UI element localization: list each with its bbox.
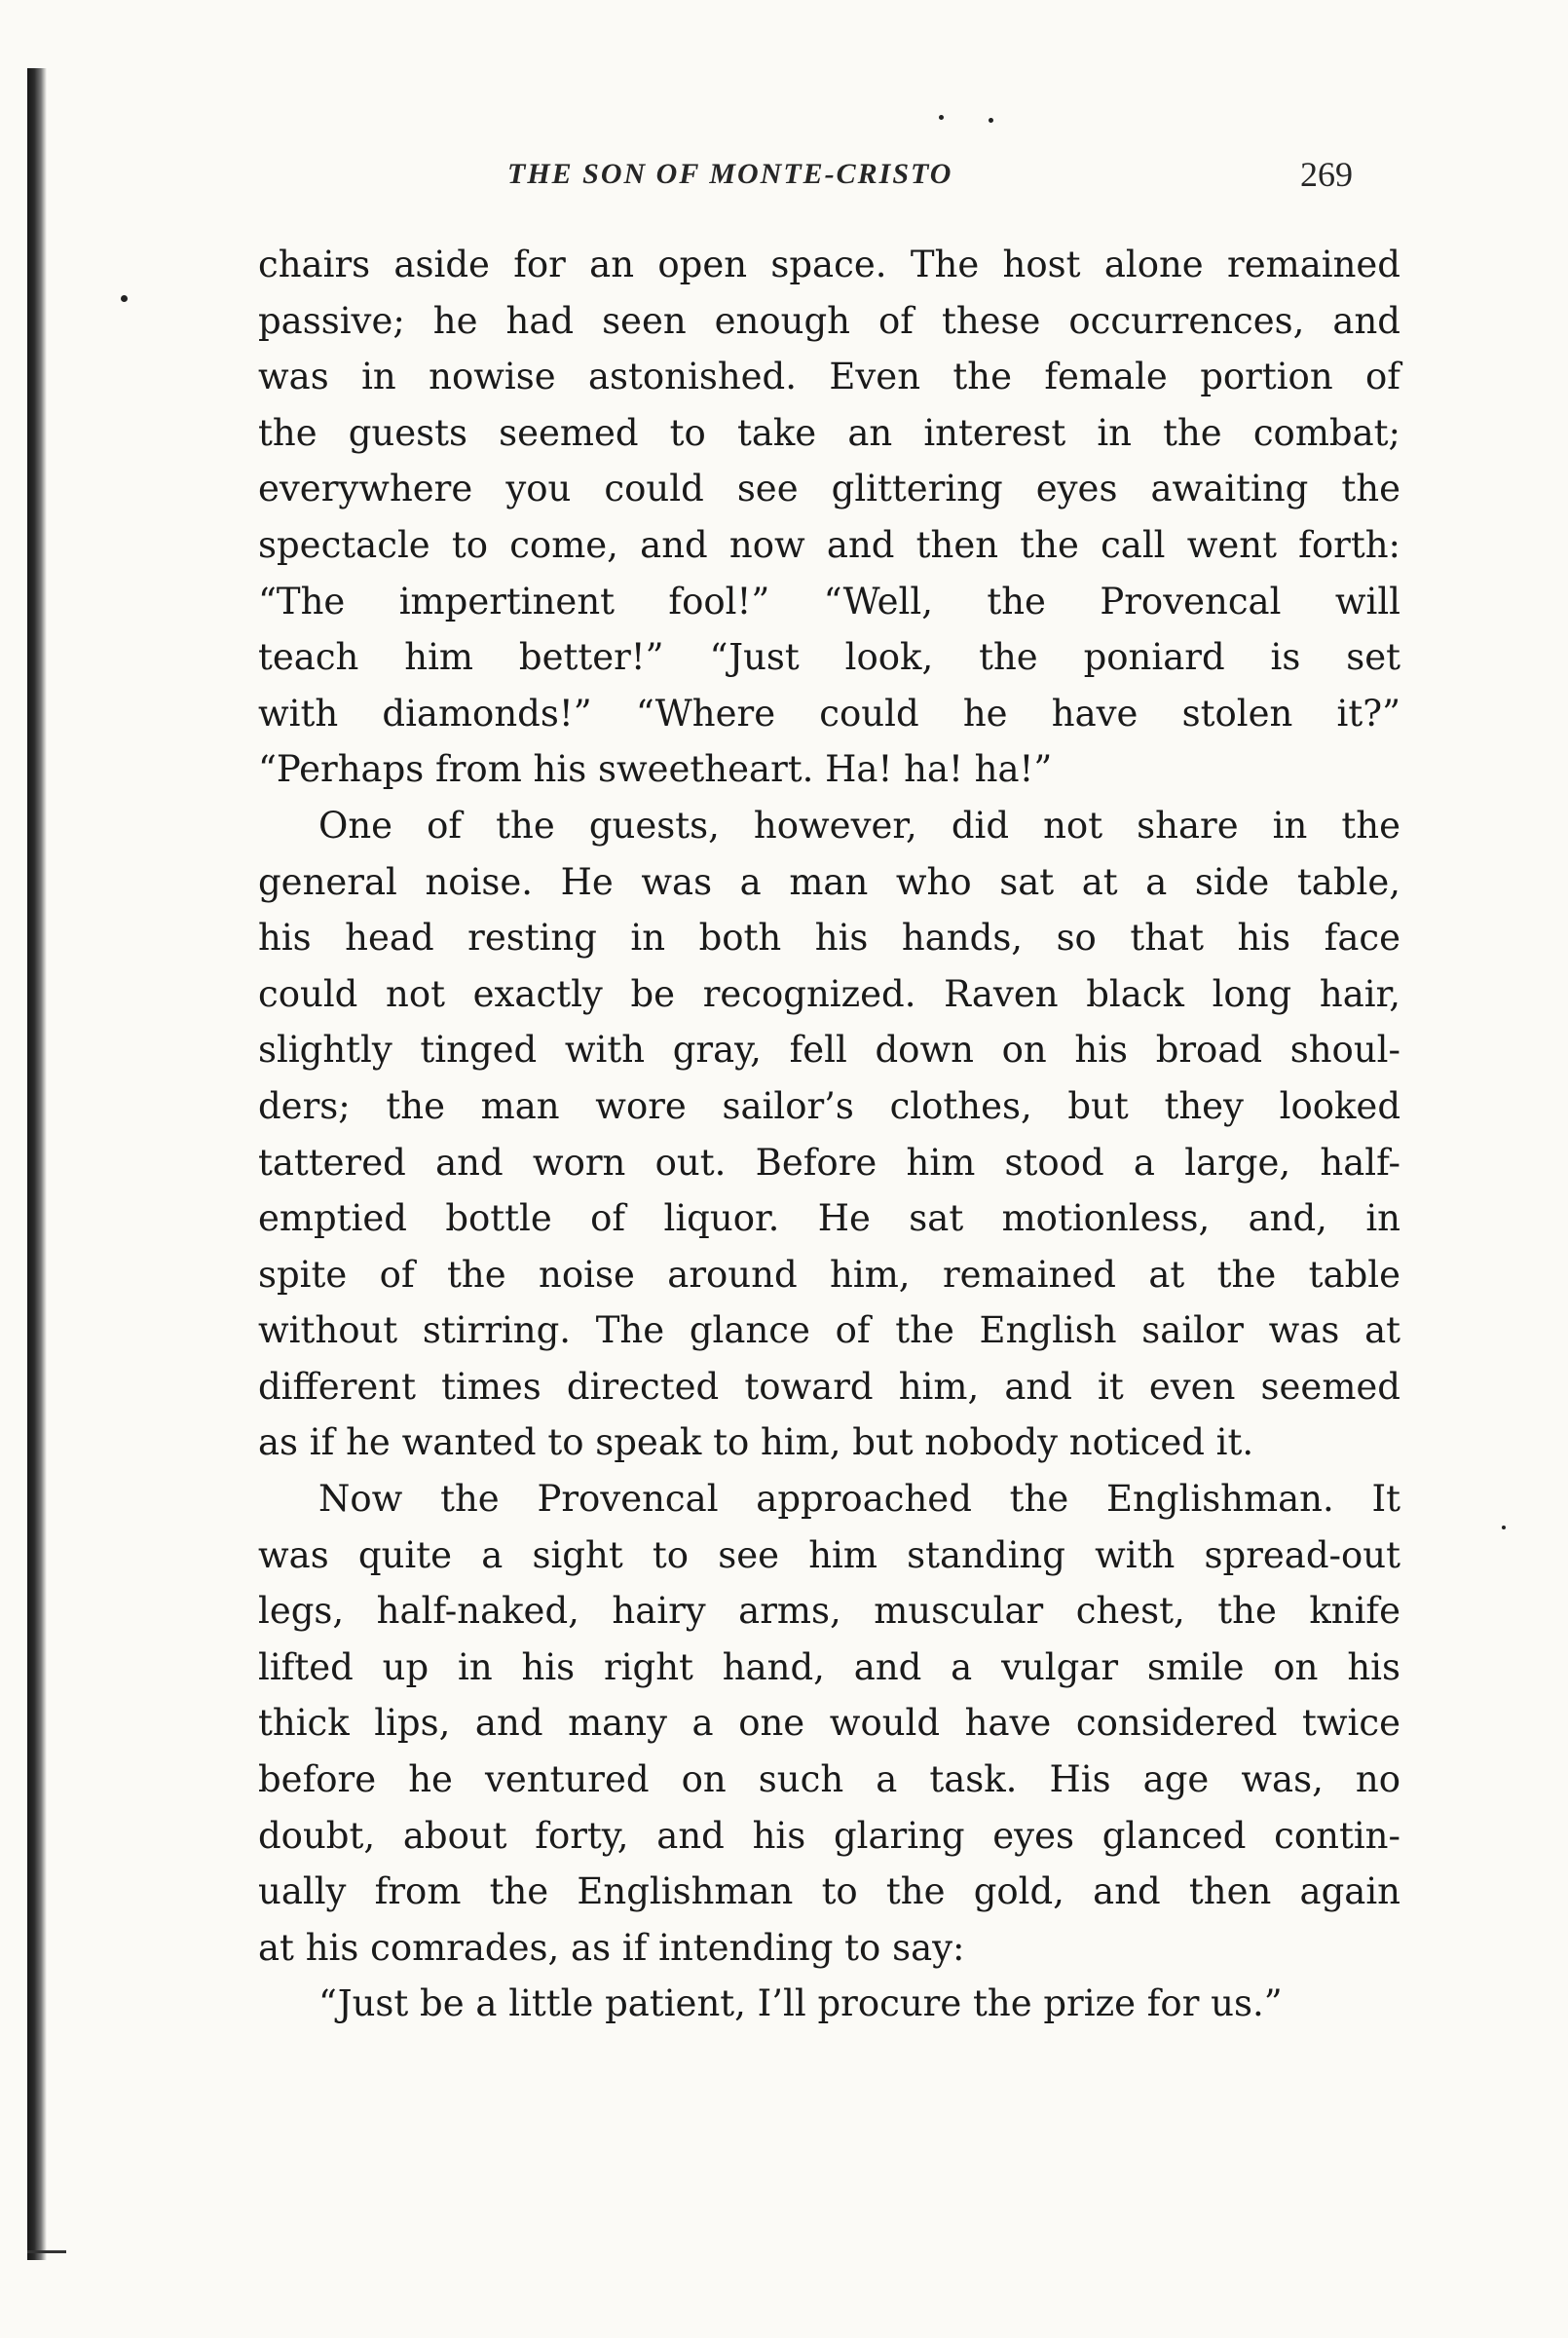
text-line: ders; the man wore sailor’s clothes, but they looked bbox=[258, 1084, 1400, 1127]
text-line: emptied bottle of liquor. He sat motionless, and, in bbox=[258, 1197, 1400, 1240]
text-line: the guests seemed to take an interest in the combat; bbox=[258, 411, 1400, 454]
text-line: teach him better!” “Just look, the poniard is set bbox=[258, 636, 1400, 679]
text-line: slightly tinged with gray, fell down on his broad shoul- bbox=[258, 1029, 1400, 1072]
running-header bbox=[0, 148, 1568, 197]
ink-speck bbox=[121, 295, 128, 302]
text-line: as if he wanted to speak to him, but nobody noticed it. bbox=[258, 1421, 1254, 1464]
text-line: was in nowise astonished. Even the female portion of bbox=[258, 356, 1400, 398]
text-line: could not exactly be recognized. Raven black long hair, bbox=[258, 972, 1400, 1015]
running-title: THE SON OF MONTE-CRISTO bbox=[507, 158, 953, 190]
page-number: 269 bbox=[1300, 155, 1353, 194]
text-line: Now the Provencal approached the Englishman. It bbox=[318, 1478, 1400, 1521]
text-line: spite of the noise around him, remained at the table bbox=[258, 1253, 1400, 1296]
text-line: different times directed toward him, and it even seemed bbox=[258, 1365, 1400, 1408]
text-line: everywhere you could see glittering eyes awaiting the bbox=[258, 468, 1400, 510]
text-line: “The impertinent fool!” “Well, the Provencal will bbox=[258, 580, 1400, 622]
text-line: “Perhaps from his sweetheart. Ha! ha! ha!” bbox=[258, 748, 1053, 791]
ink-speck bbox=[939, 115, 944, 120]
text-line: with diamonds!” “Where could he have stolen it?” bbox=[258, 692, 1400, 735]
text-line: “Just be a little patient, I’ll procure the prize for us.” bbox=[318, 1982, 1283, 2025]
body-text bbox=[258, 237, 1400, 2032]
binding-shadow bbox=[27, 68, 47, 2260]
text-line: doubt, about forty, and his glaring eyes glanced contin- bbox=[258, 1814, 1400, 1857]
text-line: before he ventured on such a task. His age was, no bbox=[258, 1758, 1400, 1801]
text-line: legs, half-naked, hairy arms, muscular chest, the knife bbox=[258, 1590, 1400, 1633]
text-line: thick lips, and many a one would have considered twice bbox=[258, 1702, 1400, 1745]
text-line: ually from the Englishman to the gold, and then again bbox=[258, 1870, 1400, 1913]
text-line: at his comrades, as if intending to say: bbox=[258, 1926, 965, 1969]
binding-shadow-foot bbox=[27, 2250, 66, 2253]
text-line: tattered and worn out. Before him stood a large, half- bbox=[258, 1141, 1400, 1184]
text-line: passive; he had seen enough of these occurrences, and bbox=[258, 299, 1400, 342]
text-line: general noise. He was a man who sat at a side table, bbox=[258, 860, 1400, 903]
text-line: lifted up in his right hand, and a vulgar smile on his bbox=[258, 1645, 1400, 1688]
text-line: his head resting in both his hands, so that his face bbox=[258, 917, 1400, 960]
ink-speck bbox=[1502, 1526, 1506, 1529]
text-line: One of the guests, however, did not share in the bbox=[318, 804, 1400, 847]
text-line: spectacle to come, and now and then the call went forth: bbox=[258, 523, 1400, 566]
ink-speck bbox=[989, 118, 993, 123]
text-line: chairs aside for an open space. The host alone remained bbox=[258, 244, 1400, 285]
text-line: without stirring. The glance of the English sailor was at bbox=[258, 1309, 1400, 1352]
text-line: was quite a sight to see him standing with spread-out bbox=[258, 1533, 1400, 1576]
